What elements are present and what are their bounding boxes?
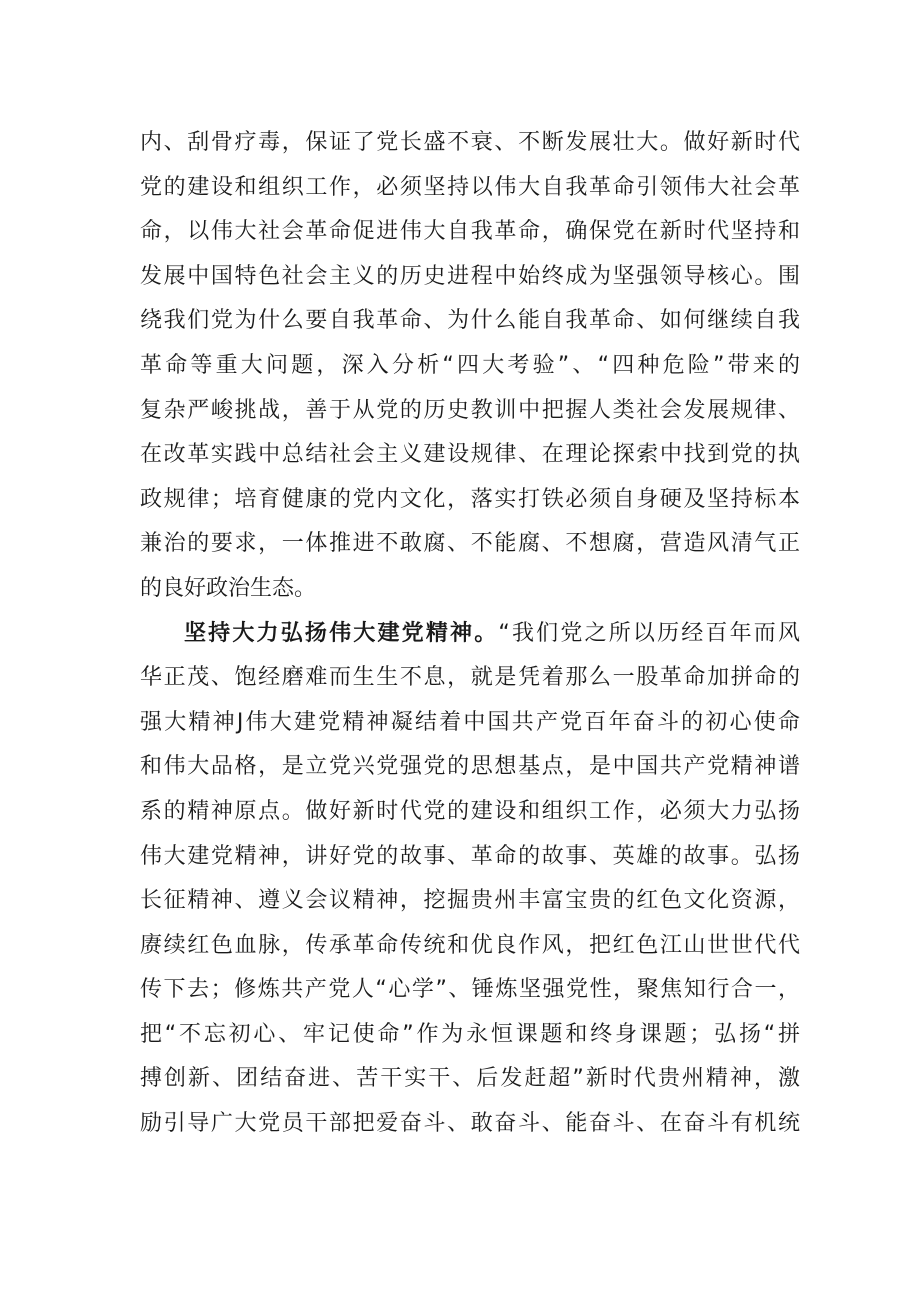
text-line: 发展中国特色社会主义的历史进程中始终成为坚强领导核心。围 xyxy=(140,263,800,289)
paragraph-1 xyxy=(140,121,800,612)
text-line: 政规律；培育健康的党内文化，落实打铁必须自身硬及坚持标本 xyxy=(140,486,800,512)
text-line: 赓续红色血脉，传承革命传统和优良作风，把红色江山世世代代 xyxy=(140,932,800,958)
text-line: 长征精神、遵义会议精神，挖掘贵州丰富宝贵的红色文化资源， xyxy=(140,888,800,914)
text-line: 强大精神J伟大建党精神凝结着中国共产党百年奋斗的初心使命 xyxy=(140,709,800,735)
text-line: 系的精神原点。做好新时代党的建设和组织工作，必须大力弘扬 xyxy=(140,798,800,824)
text-line: 复杂严峻挑战，善于从党的历史教训中把握人类社会发展规律、 xyxy=(140,397,800,423)
body-text xyxy=(140,121,800,1147)
paragraph-2-first-line xyxy=(140,612,800,657)
text-line: 内、刮骨疗毒，保证了党长盛不衰、不断发展壮大。做好新时代 xyxy=(140,130,800,155)
section-heading: 坚持大力弘扬伟大建党精神。 xyxy=(184,620,499,646)
text-line: 兼治的要求，一体推进不敢腐、不能腐、不想腐，营造风清气正 xyxy=(140,531,800,557)
first-line-text: “我们党之所以历经百年而风 xyxy=(498,620,800,646)
text-line: 搏创新、团结奋进、苦干实干、后发赶超”新时代贵州精神，激 xyxy=(140,1066,800,1092)
text-line: 命，以伟大社会革命促进伟大自我革命，确保党在新时代坚持和 xyxy=(140,219,800,245)
text-line: 的良好政治生态。 xyxy=(140,575,317,601)
paragraph-2 xyxy=(140,612,800,1147)
text-line: 励引导广大党员干部把爱奋斗、敢奋斗、能奋斗、在奋斗有机统 xyxy=(140,1111,800,1137)
text-line: 伟大建党精神，讲好党的故事、革命的故事、英雄的故事。弘扬 xyxy=(140,843,800,869)
text-line: 传下去；修炼共产党人“心学”、锤炼坚强党性，聚焦知行合一， xyxy=(140,977,800,1003)
text-line: 在改革实践中总结社会主义建设规律、在理论探索中找到党的执 xyxy=(140,442,800,468)
text-line: 华正茂、饱经磨难而生生不息，就是凭着那么一股革命加拼命的 xyxy=(140,665,800,691)
text-line: 党的建设和组织工作，必须坚持以伟大自我革命引领伟大社会革 xyxy=(140,174,800,200)
text-line: 把“不忘初心、牢记使命”作为永恒课题和终身课题；弘扬“拼 xyxy=(140,1021,800,1047)
text-line: 革命等重大问题，深入分析“四大考验”、“四种危险”带来的 xyxy=(140,352,800,378)
text-line: 和伟大品格，是立党兴党强党的思想基点，是中国共产党精神谱 xyxy=(140,754,800,780)
text-line: 绕我们党为什么要自我革命、为什么能自我革命、如何继续自我 xyxy=(140,308,800,334)
